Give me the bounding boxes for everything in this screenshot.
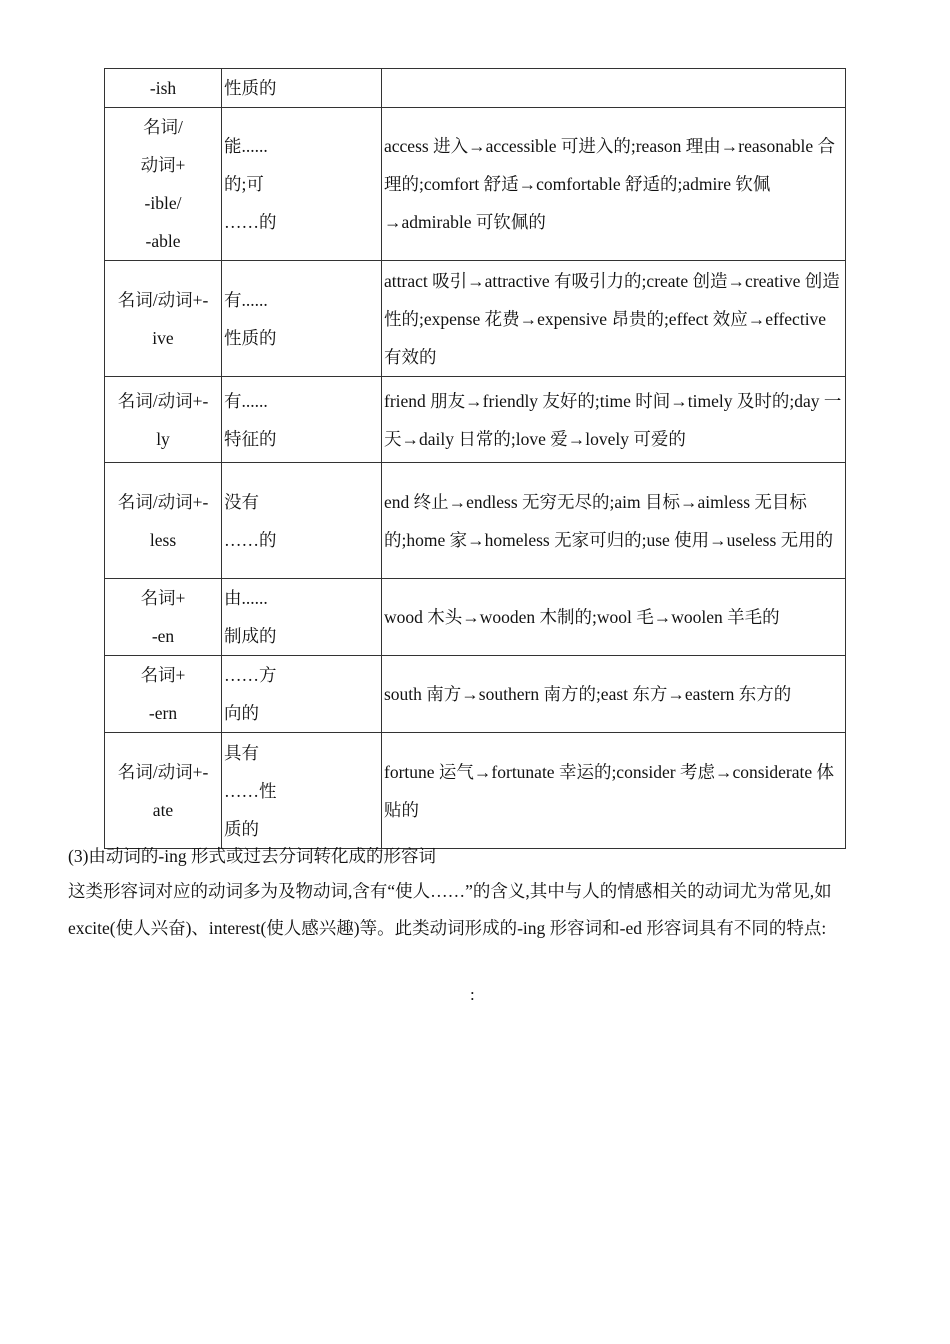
table-row: [105, 377, 846, 463]
table-row: [105, 656, 846, 733]
section-heading: (3)由动词的-ing 形式或过去分词转化成的形容词: [68, 846, 436, 866]
suffix-cell: 名词/ 动词+ -ible/ -able: [105, 108, 222, 261]
meaning-cell: 没有 ……的: [222, 463, 382, 579]
suffix-cell: -ish: [105, 69, 222, 108]
adjective-suffix-table: [104, 68, 846, 849]
meaning-cell: 有...... 性质的: [222, 261, 382, 377]
meaning-cell: ……方 向的: [222, 656, 382, 733]
table-row: [105, 69, 846, 108]
table-row: [105, 108, 846, 261]
suffix-cell: 名词/动词+-ly: [105, 377, 222, 463]
examples-cell: friend 朋友→friendly 友好的;time 时间→timely 及时的;day 一天→daily 日常的;love 爱→lovely 可爱的: [382, 377, 846, 463]
table-row: [105, 579, 846, 656]
trailing-colon: :: [470, 985, 475, 1004]
meaning-cell: 具有 ……性 质的: [222, 733, 382, 849]
examples-cell: end 终止→endless 无穷无尽的;aim 目标→aimless 无目标的;home 家→homeless 无家可归的;use 使用→useless 无用的: [382, 463, 846, 579]
suffix-cell: 名词+ -en: [105, 579, 222, 656]
meaning-cell: 有...... 特征的: [222, 377, 382, 463]
section-description: 这类形容词对应的动词多为及物动词,含有“使人……”的含义,其中与人的情感相关的动词尤为常见,如 excite(使人兴奋)、interest(使人感兴趣)等。此类动词形成的-ing 形容词和-ed 形容词具有不同的特点:: [68, 881, 832, 938]
meaning-cell: 能...... 的;可 ……的: [222, 108, 382, 261]
suffix-cell: 名词/动词+-ate: [105, 733, 222, 849]
examples-cell: access 进入→accessible 可进入的;reason 理由→reasonable 合理的;comfort 舒适→comfortable 舒适的;admire 钦佩→admirable 可钦佩的: [382, 108, 846, 261]
table-row: [105, 261, 846, 377]
table-body: [105, 69, 846, 849]
suffix-cell: 名词/动词+-ive: [105, 261, 222, 377]
table-row: [105, 733, 846, 849]
examples-cell: attract 吸引→attractive 有吸引力的;create 创造→creative 创造性的;expense 花费→expensive 昂贵的;effect 效应→effective 有效的: [382, 261, 846, 377]
meaning-cell: 性质的: [222, 69, 382, 108]
examples-cell: wood 木头→wooden 木制的;wool 毛→woolen 羊毛的: [382, 579, 846, 656]
table-row: [105, 463, 846, 579]
examples-cell: south 南方→southern 南方的;east 东方→eastern 东方的: [382, 656, 846, 733]
examples-cell: [382, 69, 846, 108]
meaning-cell: 由...... 制成的: [222, 579, 382, 656]
suffix-cell: 名词/动词+-less: [105, 463, 222, 579]
suffix-cell: 名词+ -ern: [105, 656, 222, 733]
examples-cell: fortune 运气→fortunate 幸运的;consider 考虑→considerate 体贴的: [382, 733, 846, 849]
